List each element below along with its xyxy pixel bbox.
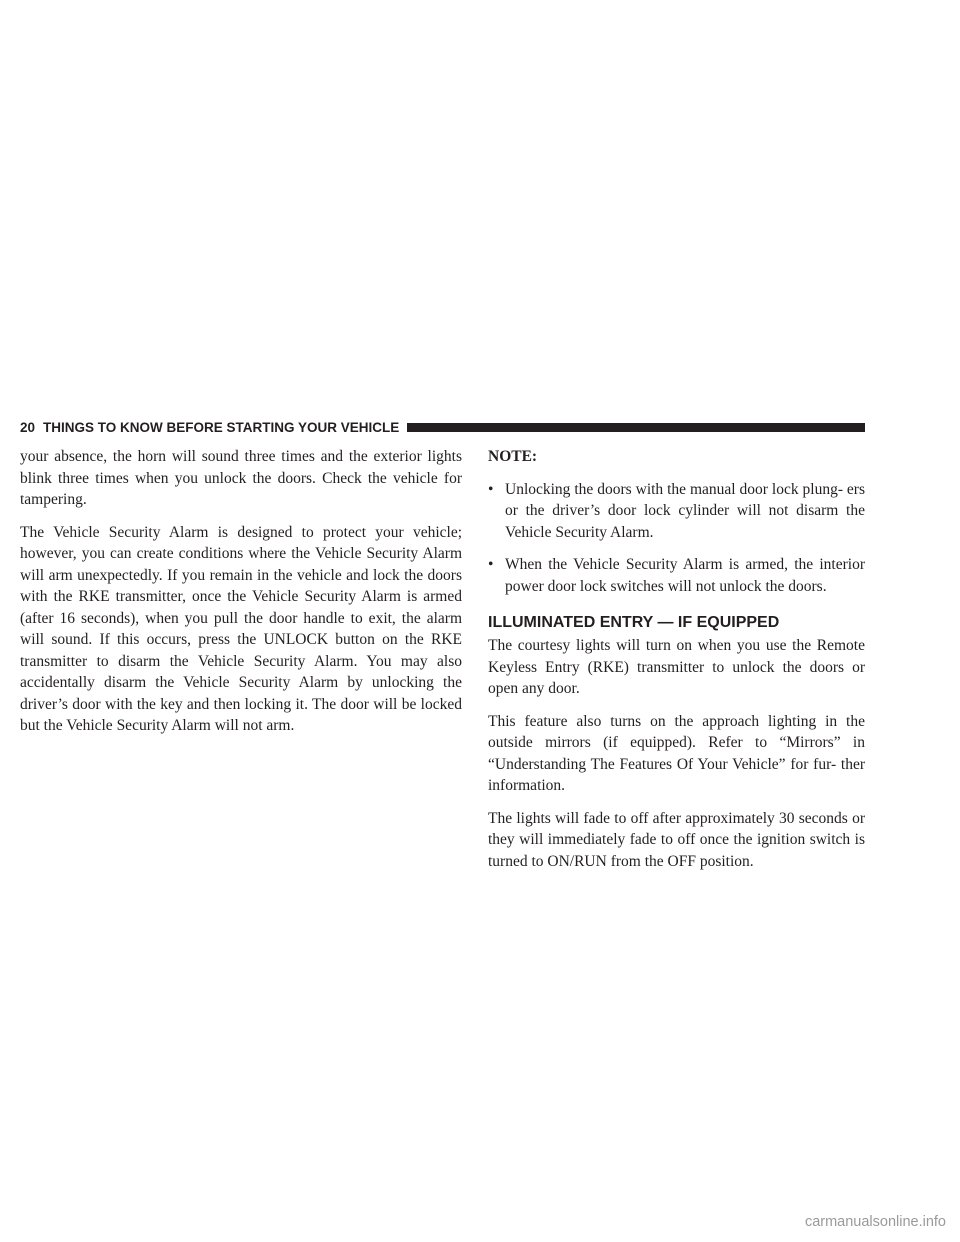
right-column bbox=[488, 446, 865, 883]
paragraph: The lights will fade to off after approximately 30 seconds or they will immediately fade to off once the ignition switch is turned to ON/RUN from the OFF position. bbox=[488, 809, 865, 870]
list-item-text: When the Vehicle Security Alarm is armed, the interior power door lock switches will not unlock the doors. bbox=[505, 556, 865, 595]
section-title: THINGS TO KNOW BEFORE STARTING YOUR VEHICLE bbox=[43, 419, 400, 435]
section-heading: ILLUMINATED ENTRY — IF EQUIPPED bbox=[488, 614, 780, 631]
note-label: NOTE: bbox=[488, 448, 538, 465]
page-number: 20 bbox=[20, 419, 36, 435]
page-header bbox=[0, 418, 865, 436]
list-item bbox=[488, 554, 865, 597]
paragraph: The courtesy lights will turn on when you use the Remote Keyless Entry (RKE) transmitter to unlock the doors or open any door. bbox=[488, 637, 865, 697]
paragraph: This feature also turns on the approach lighting in the outside mirrors (if equipped). Refer to “Mirrors” in “Understanding The Features Of Your Vehicle” for fur- ther information. bbox=[488, 712, 865, 794]
bullet-icon: • bbox=[488, 556, 494, 573]
list-item bbox=[488, 479, 865, 544]
bullet-icon: • bbox=[488, 480, 494, 498]
note-list bbox=[488, 479, 865, 598]
left-column bbox=[20, 446, 462, 748]
watermark: carmanualsonline.info bbox=[804, 1214, 946, 1230]
paragraph: The Vehicle Security Alarm is designed to protect your vehicle; however, you can create conditions where the Vehicle Security Alarm will arm unexpectedly. If you remain in the vehicle and lock the doors with the RKE transmitter, once the Vehicle Security Alarm is armed (after 16 seconds), when you pull the door handle to exit, the alarm will sound. If this occurs, press the UNLOCK button on the RKE transmitter to disarm the Vehicle Security Alarm. You may also accidentally disarm the Vehicle Security Alarm by unlocking the driver’s door with the key and then locking it. The door will be locked but the Vehicle Security Alarm will not arm. bbox=[20, 523, 462, 734]
header-rule bbox=[407, 423, 865, 432]
list-item-text: Unlocking the doors with the manual door lock plung- ers or the driver’s door lock cylinder will not disarm the Vehicle Security Alarm. bbox=[505, 480, 865, 541]
paragraph: your absence, the horn will sound three times and the exterior lights blink three times when you unlock the doors. Check the vehicle for tampering. bbox=[20, 448, 462, 508]
